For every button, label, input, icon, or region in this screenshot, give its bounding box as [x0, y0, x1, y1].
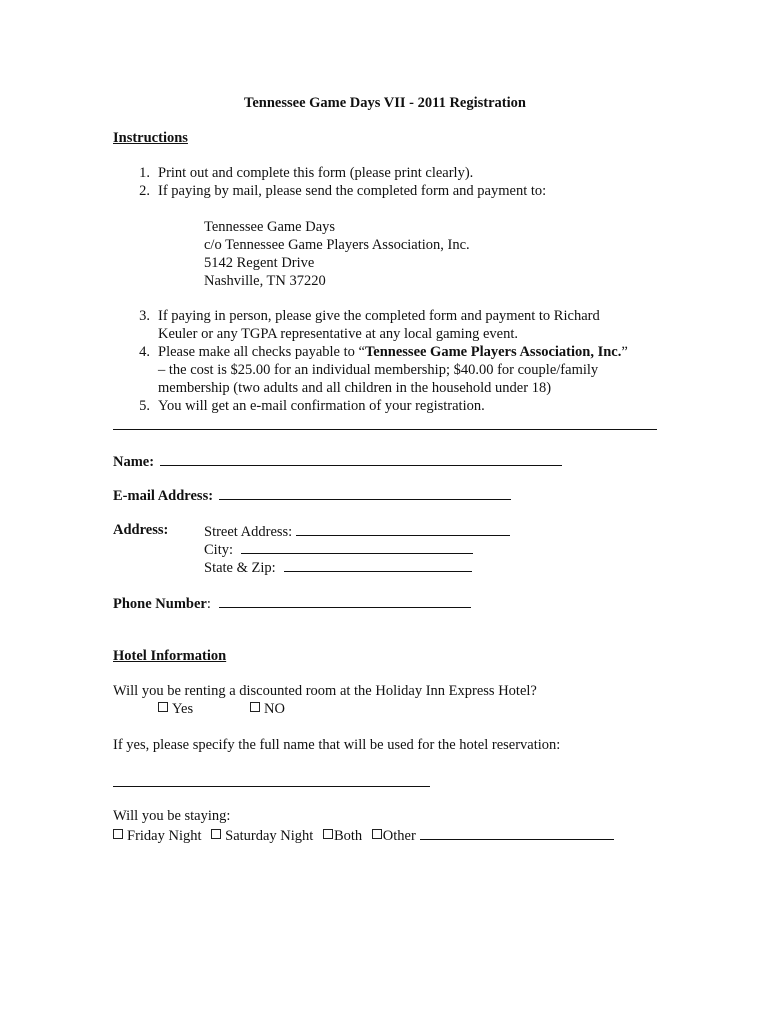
staying-options — [113, 825, 614, 845]
item-text: If paying by mail, please send the completed form and payment to: — [158, 183, 547, 199]
hotel-no-option[interactable] — [250, 700, 285, 718]
no-label: NO — [264, 701, 285, 717]
mailing-address-line: c/o Tennessee Game Players Association, Inc. — [204, 237, 470, 253]
item-number: 1. — [139, 165, 150, 181]
name-row — [113, 451, 562, 471]
instruction-item-2 — [130, 182, 546, 200]
item-text: Print out and complete this form (please print clearly). — [158, 165, 474, 181]
other-field[interactable] — [420, 825, 614, 840]
city-row — [204, 539, 473, 559]
state-zip-label: State & Zip: — [204, 560, 276, 576]
checkbox-icon[interactable] — [211, 829, 221, 839]
instruction-item-3 — [130, 307, 600, 325]
instruction-item-5 — [130, 397, 485, 415]
yes-label: Yes — [172, 701, 194, 717]
name-label: Name: — [113, 454, 155, 470]
checkbox-icon[interactable] — [372, 829, 382, 839]
mailing-address-line: 5142 Regent Drive — [204, 255, 315, 271]
item-text: ” — [621, 344, 628, 360]
item-text: You will get an e-mail confirmation of your registration. — [158, 398, 485, 414]
item-text-continued: – the cost is $25.00 for an individual membership; $40.00 for couple/family — [158, 362, 599, 378]
staying-label: Will you be staying: — [113, 808, 231, 824]
item-text-continued: Keuler or any TGPA representative at any local gaming event. — [158, 326, 518, 342]
hotel-yes-option[interactable] — [158, 700, 193, 718]
other-label: Other — [382, 828, 416, 844]
email-row — [113, 485, 511, 505]
checkbox-icon[interactable] — [158, 702, 168, 712]
item-number: 5. — [139, 398, 150, 414]
mailing-address-line: Nashville, TN 37220 — [204, 273, 326, 289]
phone-row — [113, 593, 471, 613]
address-label: Address: — [113, 522, 169, 538]
item-number: 4. — [139, 344, 150, 360]
street-field[interactable] — [296, 521, 510, 536]
state-zip-field[interactable] — [284, 557, 472, 572]
checkbox-icon[interactable] — [323, 829, 333, 839]
hotel-heading: Hotel Information — [113, 648, 227, 664]
saturday-option[interactable] — [211, 828, 313, 844]
email-label: E-mail Address: — [113, 488, 214, 504]
reservation-name-field[interactable] — [113, 786, 430, 787]
checkbox-icon[interactable] — [113, 829, 123, 839]
city-field[interactable] — [241, 539, 473, 554]
phone-field[interactable] — [219, 593, 471, 608]
item-text-continued: membership (two adults and all children in the household under 18) — [158, 380, 552, 396]
payee-name: Tennessee Game Players Association, Inc. — [364, 344, 622, 360]
checkbox-icon[interactable] — [250, 702, 260, 712]
page-title: Tennessee Game Days VII - 2011 Registration — [244, 95, 526, 111]
reservation-name-prompt: If yes, please specify the full name that will be used for the hotel reservation: — [113, 737, 561, 753]
saturday-label: Saturday Night — [225, 828, 314, 844]
friday-label: Friday Night — [127, 828, 202, 844]
section-divider — [113, 429, 657, 430]
email-field[interactable] — [219, 485, 511, 500]
name-field[interactable] — [160, 451, 562, 466]
phone-colon: : — [206, 596, 211, 612]
instruction-item-4 — [130, 343, 628, 361]
friday-option[interactable] — [113, 828, 202, 844]
item-text: Please make all checks payable to “ — [158, 344, 365, 360]
instructions-heading: Instructions — [113, 130, 188, 146]
item-number: 3. — [139, 308, 150, 324]
mailing-address-line: Tennessee Game Days — [204, 219, 336, 235]
other-option[interactable] — [372, 828, 416, 844]
city-label: City: — [204, 542, 234, 558]
both-option[interactable] — [323, 828, 362, 844]
phone-label: Phone Number — [113, 596, 207, 612]
item-text: If paying in person, please give the completed form and payment to Richard — [158, 308, 600, 324]
street-label: Street Address: — [204, 524, 293, 540]
hotel-question: Will you be renting a discounted room at the Holiday Inn Express Hotel? — [113, 683, 537, 699]
street-row — [204, 521, 510, 541]
both-label: Both — [333, 828, 363, 844]
instruction-item-1 — [130, 164, 473, 182]
item-number: 2. — [139, 183, 150, 199]
state-zip-row — [204, 557, 472, 577]
